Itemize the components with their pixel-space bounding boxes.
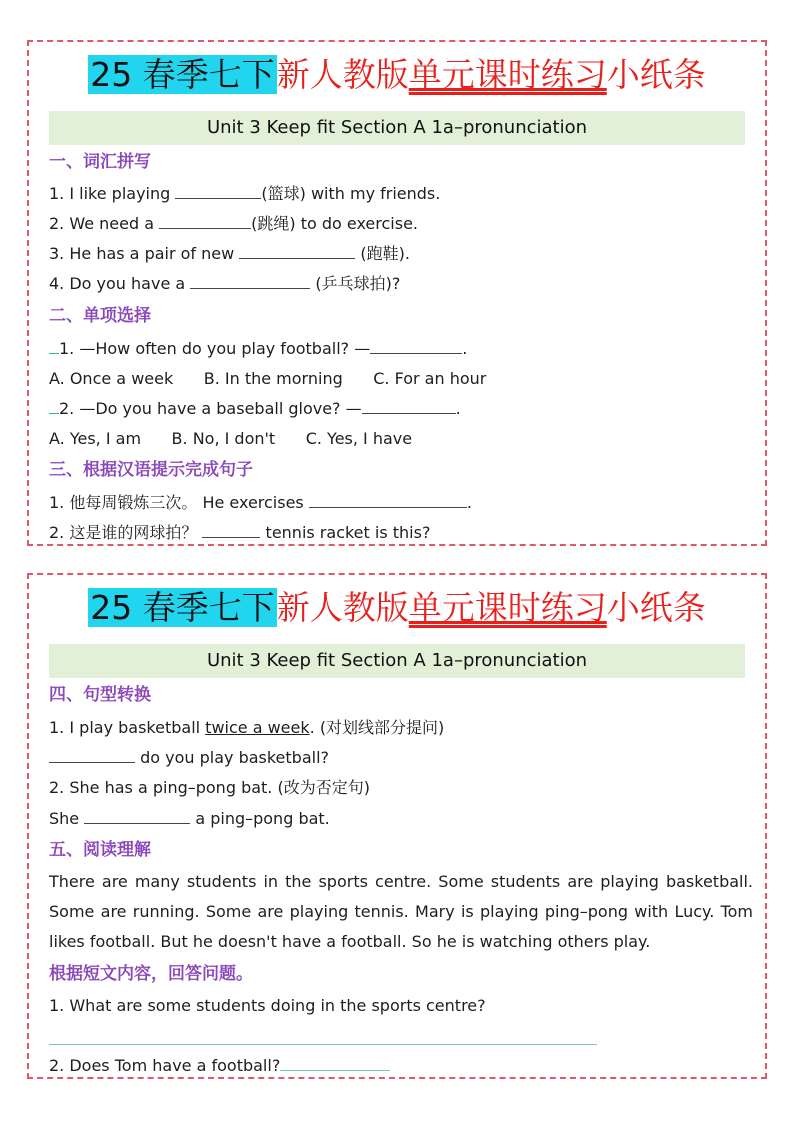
reading-question-2: [49, 1053, 757, 1079]
answer-blank[interactable]: [370, 339, 462, 354]
title-underlined: 单元课时练习: [408, 55, 607, 94]
worksheet-card-2: [27, 573, 767, 1079]
q-text: . (对划线部分提问): [309, 718, 445, 737]
answer-blank[interactable]: [239, 244, 355, 259]
question-4: [49, 271, 757, 297]
title-highlight: [88, 55, 277, 94]
mc-question-1: [49, 336, 757, 362]
answer-blank[interactable]: [309, 493, 467, 508]
title-tail: 小纸条: [606, 588, 706, 627]
mc-options-1: A. Once a week B. In the morning C. For an hour: [49, 369, 487, 388]
section-heading-vocab: 一、词汇拼写: [49, 152, 151, 172]
title-season: 春季七下: [142, 55, 275, 94]
question-2: [49, 211, 757, 237]
q-text: 2. Does Tom have a football?: [49, 1056, 281, 1075]
reading-question-1: 1. What are some students doing in the sports centre?: [49, 996, 486, 1015]
answer-blank[interactable]: [49, 748, 135, 763]
title-underlined: 单元课时练习: [408, 588, 607, 627]
underlined-phrase: twice a week: [205, 718, 310, 737]
worksheet-card-1: [27, 40, 767, 546]
mc-question-2: [49, 396, 757, 422]
reading-instruction: 根据短文内容，回答问题。: [49, 964, 253, 984]
transform-2-answer: [49, 806, 757, 832]
unit-banner: Unit 3 Keep fit Section A 1a–pronunciation: [49, 644, 745, 678]
q-text: 1. 他每周锻炼三次。 He exercises: [49, 493, 309, 512]
answer-blank[interactable]: [84, 809, 190, 824]
q-text: .: [462, 339, 468, 358]
title-highlight: [88, 588, 277, 627]
card-title: [29, 583, 765, 633]
mc-options-2: A. Yes, I am B. No, I don't C. Yes, I have: [49, 429, 413, 448]
answer-blank[interactable]: [190, 274, 310, 289]
transform-1-answer: [49, 745, 757, 771]
card-title: [29, 50, 765, 100]
answer-blank[interactable]: [280, 1056, 390, 1071]
question-1: [49, 181, 757, 207]
answer-blank[interactable]: [159, 214, 251, 229]
q-text: 2. We need a: [49, 214, 160, 233]
answer-blank[interactable]: [202, 523, 260, 538]
title-number: 25: [90, 55, 133, 94]
reading-passage: There are many students in the sports centre. Some students are playing basketball. Some are running. Some are playing tennis. Mary is playing ping–pong with Lucy. Tom likes football. But he doesn't have a football. So he is watching others play.: [49, 872, 753, 951]
title-tail: 小纸条: [606, 55, 706, 94]
answer-blank[interactable]: [175, 184, 261, 199]
q-text: a ping–pong bat.: [190, 809, 330, 828]
transform-2: 2. She has a ping–pong bat. (改为否定句): [49, 778, 370, 797]
q-text: 2. 这是谁的网球拍？: [49, 523, 203, 542]
q-text: (跳绳) to do exercise.: [251, 214, 418, 233]
answer-slot[interactable]: [49, 399, 59, 414]
q-text: 1. —How often do you play football? —: [59, 339, 371, 358]
title-red: 新人教版: [276, 55, 409, 94]
translation-2: [49, 520, 757, 546]
section-heading-transform: 四、句型转换: [49, 685, 151, 705]
answer-line[interactable]: [49, 1044, 597, 1045]
q-text: 2. —Do you have a baseball glove? —: [59, 399, 362, 418]
unit-banner: Unit 3 Keep fit Section A 1a–pronunciation: [49, 111, 745, 145]
section-heading-choice: 二、单项选择: [49, 306, 151, 326]
title-season: 春季七下: [142, 588, 275, 627]
answer-slot[interactable]: [49, 339, 59, 354]
q-text: 4. Do you have a: [49, 274, 191, 293]
title-number: 25: [90, 588, 133, 627]
section-heading-reading: 五、阅读理解: [49, 840, 151, 860]
answer-blank[interactable]: [362, 399, 456, 414]
section-heading-translation: 三、根据汉语提示完成句子: [49, 460, 253, 480]
translation-1: [49, 490, 757, 516]
transform-1: [49, 715, 757, 741]
question-3: [49, 241, 757, 267]
q-text: She: [49, 809, 85, 828]
q-text: (乒乓球拍)?: [310, 274, 401, 293]
q-text: (篮球) with my friends.: [261, 184, 441, 203]
q-text: 3. He has a pair of new: [49, 244, 240, 263]
q-text: do you play basketball?: [135, 748, 330, 767]
q-text: 1. I like playing: [49, 184, 176, 203]
q-text: .: [455, 399, 461, 418]
q-text: .: [466, 493, 472, 512]
q-text: (跑鞋).: [355, 244, 410, 263]
q-text: 1. I play basketball: [49, 718, 206, 737]
q-text: tennis racket is this?: [260, 523, 431, 542]
title-red: 新人教版: [276, 588, 409, 627]
